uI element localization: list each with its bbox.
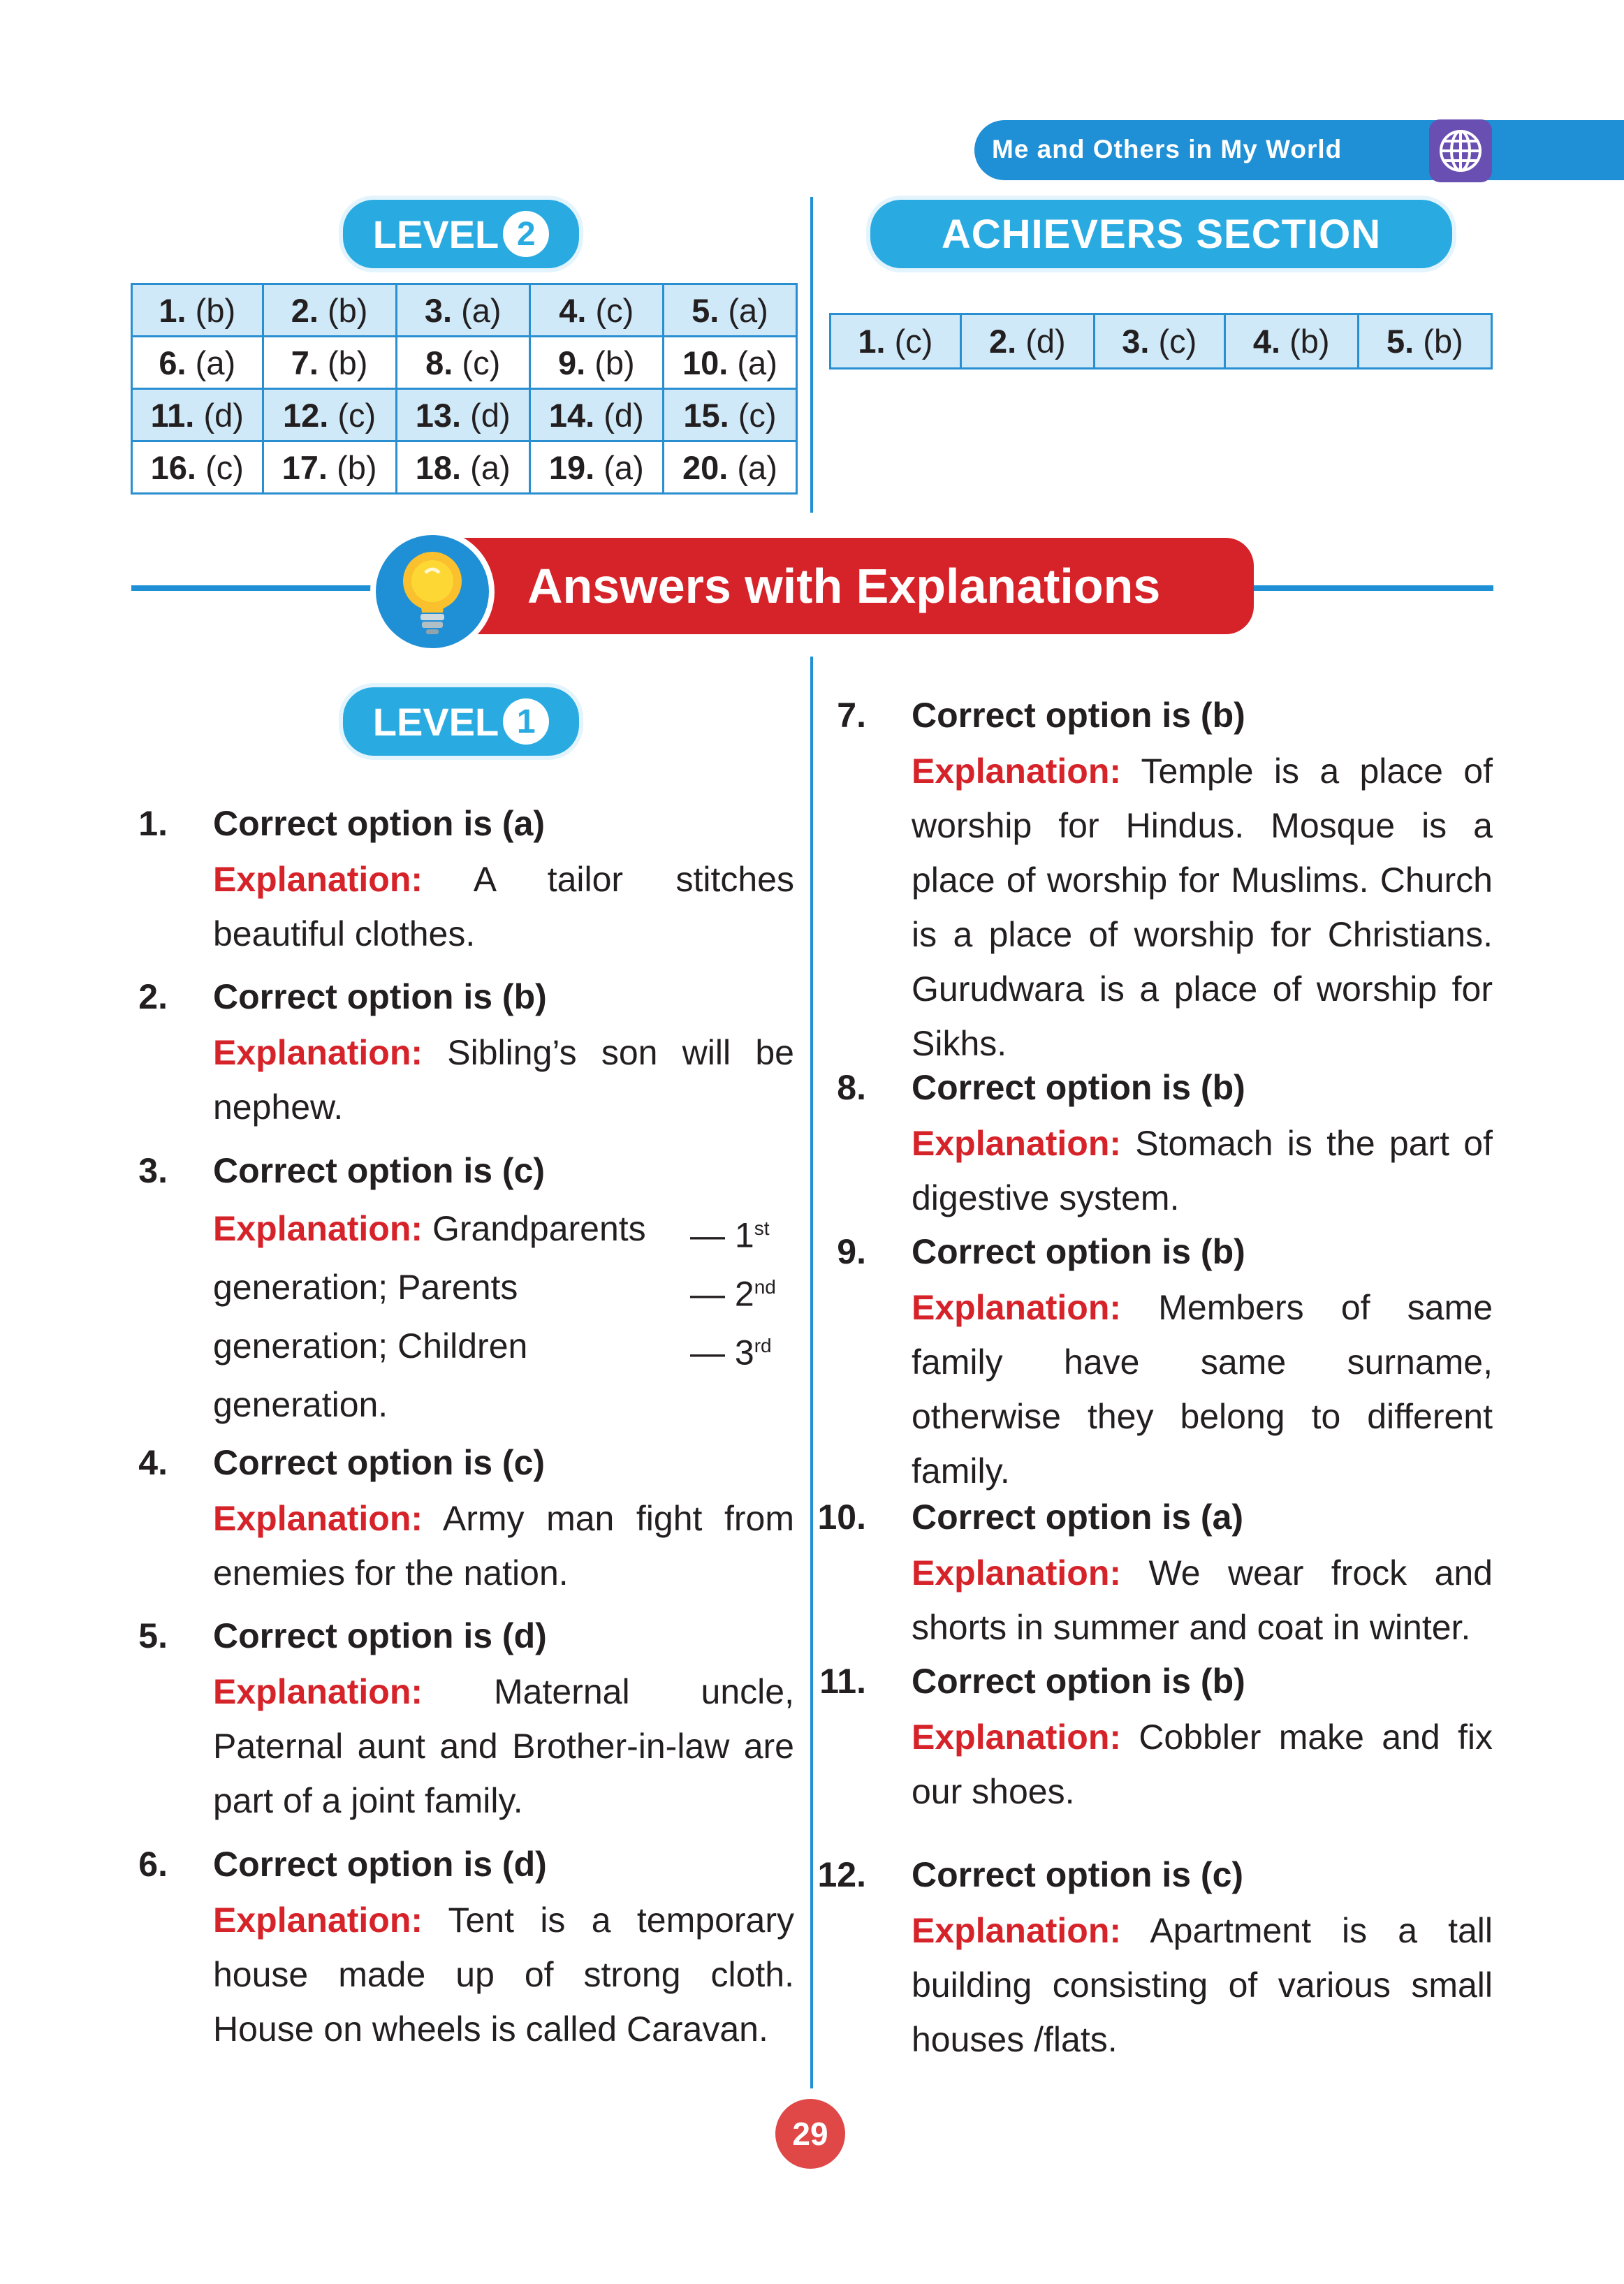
explanation bbox=[213, 1893, 794, 2056]
answer-option: (c) bbox=[894, 323, 933, 360]
question-number: 6. bbox=[138, 1845, 168, 1884]
explanation-text: Apartment is a tall building consisting of various small houses /flats. bbox=[912, 1911, 1493, 2059]
level-1-badge bbox=[339, 683, 583, 760]
answer-option: (a) bbox=[603, 448, 644, 486]
answer-number: 15. bbox=[683, 396, 729, 434]
answer-row bbox=[132, 389, 797, 441]
answer-cell bbox=[663, 441, 796, 494]
explanation-label: Explanation: bbox=[213, 1033, 423, 1072]
question-number: 5. bbox=[138, 1616, 168, 1655]
question-number: 11. bbox=[819, 1662, 866, 1701]
answer-option: (b) bbox=[327, 291, 368, 329]
answer-number: 2. bbox=[988, 323, 1017, 360]
answer-option: (c) bbox=[462, 344, 501, 381]
answer-option: (d) bbox=[1025, 323, 1066, 360]
explanation bbox=[213, 852, 794, 961]
answer-number: 4. bbox=[559, 291, 587, 329]
answer-number: 11. bbox=[150, 396, 195, 434]
correct-option-heading: Correct option is (d) bbox=[213, 1616, 547, 1655]
answer-option: (b) bbox=[195, 291, 236, 329]
answer-cell bbox=[663, 389, 796, 441]
answer-option: (b) bbox=[594, 344, 635, 381]
answer-number: 18. bbox=[415, 448, 462, 486]
answer-option: (c) bbox=[337, 396, 376, 434]
generation-order bbox=[690, 1199, 769, 1265]
explanation-text: We wear frock and shorts in summer and coat in winter. bbox=[912, 1553, 1493, 1647]
answer-option: (b) bbox=[1289, 323, 1330, 360]
answer-cell bbox=[529, 441, 663, 494]
explanation-label: Explanation: bbox=[213, 1209, 423, 1248]
explanation bbox=[912, 744, 1493, 1071]
achievers-section-badge bbox=[866, 196, 1456, 272]
level-2-answer-table bbox=[131, 283, 798, 495]
question-number: 10. bbox=[817, 1498, 866, 1537]
explanation-label: Explanation: bbox=[213, 1901, 423, 1940]
answer-number: 1. bbox=[159, 291, 186, 329]
explanation-text: A tailor stitches beautiful clothes. bbox=[213, 860, 794, 953]
answer-option: (a) bbox=[470, 448, 511, 486]
achievers-answer-table bbox=[829, 313, 1493, 369]
level-2-label: LEVEL bbox=[372, 212, 499, 256]
answer-number: 14. bbox=[548, 396, 595, 434]
explanation bbox=[213, 1491, 794, 1600]
generation-member: Parents bbox=[397, 1268, 518, 1307]
answer-cell bbox=[132, 337, 263, 389]
generation-member: Grandparents bbox=[432, 1209, 646, 1248]
answer-number: 20. bbox=[682, 448, 729, 486]
page-number: 29 bbox=[775, 2099, 845, 2169]
answer-cell bbox=[396, 389, 529, 441]
explanation-text: Maternal uncle, Paternal aunt and Brother-in-law are part of a joint family. bbox=[213, 1672, 794, 1820]
answer-row bbox=[132, 337, 797, 389]
question-number: 2. bbox=[138, 977, 168, 1016]
answer-option: (b) bbox=[337, 448, 377, 486]
question-number: 3. bbox=[138, 1151, 168, 1190]
generation-dash-number: — 3 bbox=[690, 1333, 754, 1372]
answer-option: (d) bbox=[603, 396, 644, 434]
achievers-label: ACHIEVERS SECTION bbox=[941, 211, 1382, 257]
answer-number: 5. bbox=[1387, 323, 1414, 360]
answer-row bbox=[132, 284, 797, 337]
answer-number: 5. bbox=[692, 291, 719, 329]
answer-number: 19. bbox=[548, 448, 595, 486]
ordinal-suffix: rd bbox=[754, 1335, 772, 1356]
answer-number: 16. bbox=[150, 448, 196, 486]
answer-option: (a) bbox=[737, 344, 777, 381]
question-number: 4. bbox=[138, 1443, 168, 1482]
answer-cell bbox=[132, 284, 263, 337]
correct-option-heading: Correct option is (a) bbox=[213, 804, 546, 843]
answer-option: (c) bbox=[205, 448, 244, 486]
generation-line bbox=[213, 1258, 794, 1317]
level-1-label: LEVEL bbox=[372, 699, 499, 744]
question-number: 12. bbox=[817, 1855, 866, 1894]
answer-cell bbox=[263, 441, 396, 494]
generation-dash-number: — 2 bbox=[690, 1274, 754, 1314]
answer-option: (d) bbox=[203, 396, 244, 434]
generation-word: generation; bbox=[213, 1268, 388, 1307]
correct-option-heading: Correct option is (c) bbox=[213, 1443, 546, 1482]
explanation bbox=[912, 1116, 1493, 1225]
explanation bbox=[912, 1903, 1493, 2067]
explanation bbox=[213, 1664, 794, 1828]
generation-dash-number: — 1 bbox=[690, 1215, 754, 1255]
answer-option: (a) bbox=[737, 448, 777, 486]
answer-cell bbox=[132, 389, 263, 441]
explanation-label: Explanation: bbox=[912, 1718, 1122, 1757]
generation-member: Children bbox=[397, 1326, 528, 1366]
correct-option-heading: Correct option is (c) bbox=[912, 1855, 1244, 1894]
explanation-label: Explanation: bbox=[213, 1499, 423, 1538]
generation-line bbox=[213, 1199, 794, 1258]
answer-option: (b) bbox=[1423, 323, 1463, 360]
answer-number: 13. bbox=[415, 396, 462, 434]
answer-cell bbox=[396, 337, 529, 389]
explanation bbox=[912, 1546, 1493, 1655]
explanation-text: Sibling’s son will be nephew. bbox=[213, 1033, 794, 1127]
explanation bbox=[213, 1199, 794, 1434]
explanation-text: Stomach is the part of digestive system. bbox=[912, 1124, 1493, 1217]
explanation-label: Explanation: bbox=[912, 1288, 1122, 1327]
answer-cell bbox=[831, 314, 961, 369]
answer-cell bbox=[1224, 314, 1358, 369]
answer-number: 3. bbox=[1122, 323, 1150, 360]
level-2-number: 2 bbox=[503, 211, 549, 257]
answer-number: 2. bbox=[291, 291, 319, 329]
correct-option-heading: Correct option is (b) bbox=[912, 1232, 1245, 1271]
answer-cell bbox=[1358, 314, 1491, 369]
answer-row bbox=[831, 314, 1492, 369]
answer-cell bbox=[263, 284, 396, 337]
banner-title: Answers with Explanations bbox=[527, 559, 1161, 613]
question-number: 9. bbox=[837, 1232, 866, 1271]
answer-cell bbox=[663, 337, 796, 389]
answer-cell bbox=[263, 389, 396, 441]
answer-option: (d) bbox=[470, 396, 511, 434]
correct-option-heading: Correct option is (b) bbox=[912, 1662, 1245, 1701]
answer-cell bbox=[396, 441, 529, 494]
question-number: 1. bbox=[138, 804, 168, 843]
column-divider bbox=[810, 197, 813, 513]
correct-option-heading: Correct option is (c) bbox=[213, 1151, 546, 1190]
explanation bbox=[912, 1280, 1493, 1498]
generation-line bbox=[213, 1317, 794, 1375]
answer-cell bbox=[529, 389, 663, 441]
answer-option: (c) bbox=[1158, 323, 1197, 360]
answer-cell bbox=[529, 337, 663, 389]
answer-number: 6. bbox=[159, 344, 186, 381]
explanation-text: Tent is a temporary house made up of strong cloth. House on wheels is called Caravan. bbox=[213, 1901, 794, 2049]
answer-cell bbox=[396, 284, 529, 337]
generation-word: generation; bbox=[213, 1326, 388, 1366]
explanation-label: Explanation: bbox=[912, 1911, 1122, 1950]
answer-row bbox=[132, 441, 797, 494]
answer-cell bbox=[132, 441, 263, 494]
explanation-label: Explanation: bbox=[213, 860, 423, 899]
explanation-label: Explanation: bbox=[912, 752, 1122, 791]
correct-option-heading: Correct option is (a) bbox=[912, 1498, 1244, 1537]
answer-number: 4. bbox=[1252, 323, 1281, 360]
answer-number: 3. bbox=[424, 291, 453, 329]
answer-number: 10. bbox=[682, 344, 729, 381]
answer-number: 8. bbox=[425, 344, 453, 381]
answer-option: (a) bbox=[728, 291, 768, 329]
answer-number: 17. bbox=[281, 448, 328, 486]
answer-option: (c) bbox=[738, 396, 777, 434]
generation-order bbox=[690, 1258, 776, 1324]
answer-cell bbox=[263, 337, 396, 389]
answer-cell bbox=[1094, 314, 1224, 369]
question-number: 7. bbox=[837, 696, 866, 735]
answer-option: (a) bbox=[461, 291, 502, 329]
answer-option: (b) bbox=[327, 344, 368, 381]
explanation-text: Temple is a place of worship for Hindus. Mosque is a place of worship for Muslims. Church is a place of worship for Christians. Gurudwara is a place of worship for Sikhs. bbox=[912, 752, 1493, 1063]
ordinal-suffix: st bbox=[754, 1217, 770, 1239]
answer-number: 12. bbox=[282, 396, 329, 434]
generation-word: generation. bbox=[213, 1385, 388, 1424]
question-number: 8. bbox=[837, 1068, 866, 1107]
explanation-text: Army man fight from enemies for the nation. bbox=[213, 1499, 794, 1593]
header-title: Me and Others in My World bbox=[992, 135, 1343, 163]
answer-option: (c) bbox=[595, 291, 634, 329]
explanation bbox=[912, 1710, 1493, 1819]
explanation-label: Explanation: bbox=[912, 1124, 1122, 1163]
correct-option-heading: Correct option is (b) bbox=[912, 696, 1245, 735]
explanation-label: Explanation: bbox=[912, 1553, 1122, 1593]
globe-icon bbox=[1429, 119, 1492, 182]
correct-option-heading: Correct option is (b) bbox=[213, 977, 547, 1016]
answer-cell bbox=[960, 314, 1094, 369]
correct-option-heading: Correct option is (b) bbox=[912, 1068, 1245, 1107]
correct-option-heading: Correct option is (d) bbox=[213, 1845, 547, 1884]
explanation bbox=[213, 1025, 794, 1134]
answer-option: (a) bbox=[195, 344, 236, 381]
answer-number: 7. bbox=[291, 344, 319, 381]
answer-number: 1. bbox=[858, 323, 886, 360]
explanation-label: Explanation: bbox=[213, 1672, 423, 1711]
level-2-badge bbox=[339, 196, 583, 272]
level-1-number: 1 bbox=[503, 698, 549, 745]
generation-order bbox=[690, 1317, 772, 1382]
answer-number: 9. bbox=[557, 344, 586, 381]
explanation-text: Members of same family have same surname, otherwise they belong to different family. bbox=[912, 1288, 1493, 1491]
explanation-text: Cobbler make and fix our shoes. bbox=[912, 1718, 1493, 1811]
lightbulb-icon bbox=[370, 529, 495, 654]
answer-cell bbox=[663, 284, 796, 337]
answer-cell bbox=[529, 284, 663, 337]
ordinal-suffix: nd bbox=[754, 1276, 776, 1298]
